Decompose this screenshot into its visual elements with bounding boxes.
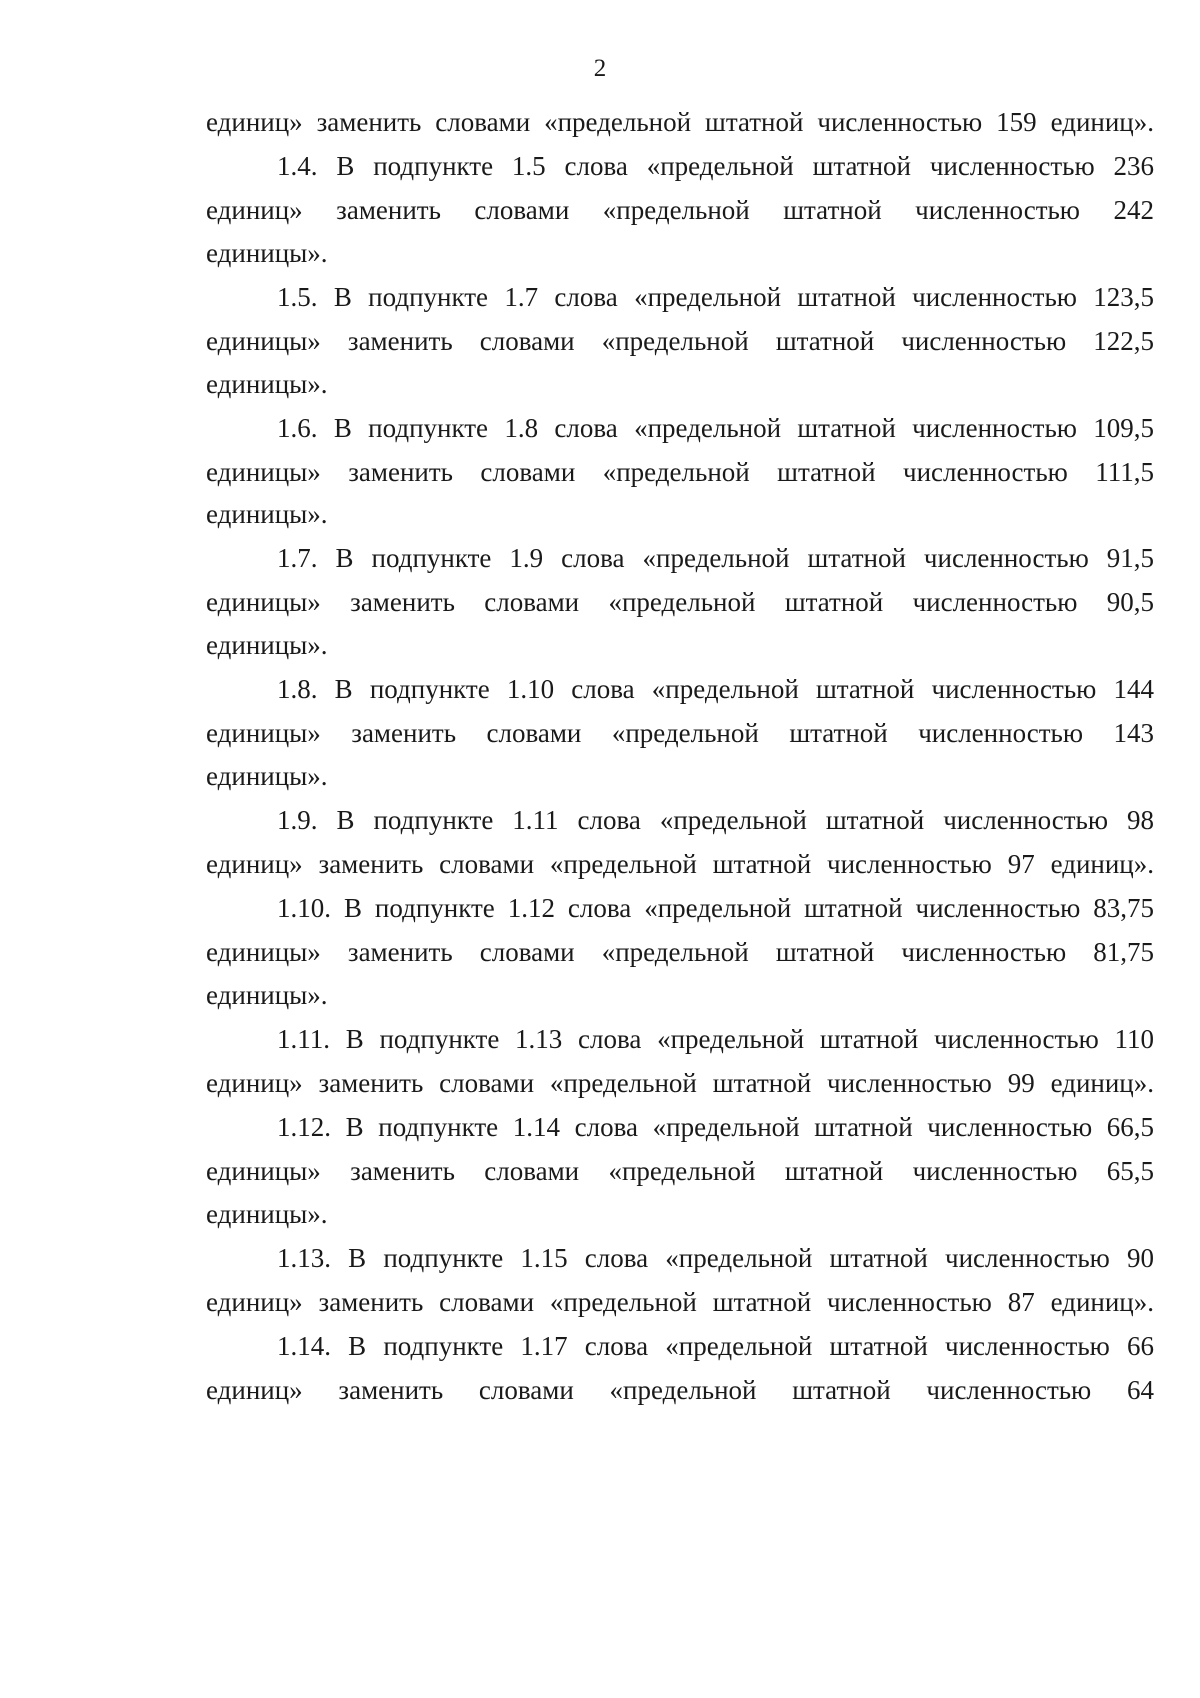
text-line: единицы». xyxy=(206,499,328,529)
text-line: 1.4. В подпункте 1.5 слова «предельной штатной численностью 236 xyxy=(277,151,1154,181)
text-line: единицы». xyxy=(206,980,328,1010)
page-number: 2 xyxy=(593,55,607,82)
text-line: 1.13. В подпункте 1.15 слова «предельной штатной численностью 90 xyxy=(277,1243,1154,1273)
text-line: единиц» заменить словами «предельной штатной численностью 242 xyxy=(206,195,1154,225)
text-line: 1.14. В подпункте 1.17 слова «предельной штатной численностью 66 xyxy=(277,1331,1154,1361)
text-line: единицы». xyxy=(206,1199,328,1229)
text-line: 1.5. В подпункте 1.7 слова «предельной штатной численностью 123,5 xyxy=(277,282,1154,312)
text-line: 1.6. В подпункте 1.8 слова «предельной штатной численностью 109,5 xyxy=(277,413,1154,443)
text-line: 1.8. В подпункте 1.10 слова «предельной штатной численностью 144 xyxy=(277,674,1154,704)
text-line: единицы». xyxy=(206,369,328,399)
text-line: 1.10. В подпункте 1.12 слова «предельной штатной численностью 83,75 xyxy=(277,893,1154,923)
text-line: единицы». xyxy=(206,761,328,791)
text-line: единиц» заменить словами «предельной штатной численностью 64 xyxy=(206,1375,1154,1405)
text-line: единиц» заменить словами «предельной штатной численностью 97 единиц». xyxy=(206,849,1154,879)
text-line: единицы». xyxy=(206,238,328,268)
text-line: 1.7. В подпункте 1.9 слова «предельной штатной численностью 91,5 xyxy=(277,543,1154,573)
text-line: единицы». xyxy=(206,630,328,660)
text-line: единицы» заменить словами «предельной штатной численностью 81,75 xyxy=(206,937,1154,967)
text-line: 1.9. В подпункте 1.11 слова «предельной штатной численностью 98 xyxy=(277,805,1154,835)
text-line: 1.11. В подпункте 1.13 слова «предельной штатной численностью 110 xyxy=(277,1024,1154,1054)
text-line: единиц» заменить словами «предельной штатной численностью 159 единиц». xyxy=(206,107,1154,137)
text-line: единицы» заменить словами «предельной штатной численностью 143 xyxy=(206,718,1154,748)
text-line: единицы» заменить словами «предельной штатной численностью 65,5 xyxy=(206,1156,1154,1186)
text-line: единиц» заменить словами «предельной штатной численностью 87 единиц». xyxy=(206,1287,1154,1317)
text-line: единицы» заменить словами «предельной штатной численностью 111,5 xyxy=(206,457,1154,487)
text-line: 1.12. В подпункте 1.14 слова «предельной штатной численностью 66,5 xyxy=(277,1112,1154,1142)
text-line: единицы» заменить словами «предельной штатной численностью 122,5 xyxy=(206,326,1154,356)
text-line: единиц» заменить словами «предельной штатной численностью 99 единиц». xyxy=(206,1068,1154,1098)
text-line: единицы» заменить словами «предельной штатной численностью 90,5 xyxy=(206,587,1154,617)
